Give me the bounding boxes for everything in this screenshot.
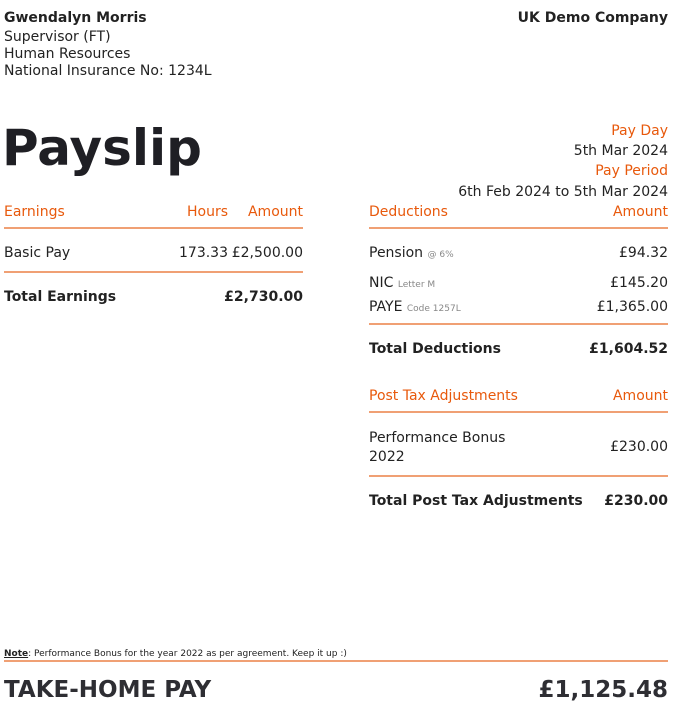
pay-period-label: Pay Period <box>595 163 668 179</box>
deductions-amount-header: Amount <box>612 204 668 220</box>
note-text: : Performance Bonus for the year 2022 as per agreement. Keep it up :) <box>28 649 347 659</box>
total-earnings-value: £2,730.00 <box>224 289 303 305</box>
deduction-row-label <box>369 275 435 291</box>
earnings-header: Earnings <box>4 204 65 220</box>
company-name: UK Demo Company <box>517 10 668 26</box>
earnings-header-rule <box>4 227 303 229</box>
deduction-note: Letter M <box>397 280 436 290</box>
total-post-tax-value: £230.00 <box>604 493 668 509</box>
deduction-row-amount: £145.20 <box>610 275 668 291</box>
deduction-name: Pension <box>369 245 424 261</box>
employee-position: Supervisor (FT) <box>4 29 111 45</box>
earnings-amount-header: Amount <box>247 204 303 220</box>
deductions-header-rule <box>369 227 668 229</box>
employee-department: Human Resources <box>4 46 131 62</box>
earnings-total-rule <box>4 271 303 273</box>
deduction-name: PAYE <box>369 299 403 315</box>
total-deductions-label: Total Deductions <box>369 341 501 357</box>
total-earnings-label: Total Earnings <box>4 289 117 305</box>
post-tax-row-amount: £230.00 <box>610 439 668 455</box>
employee-ni-number: National Insurance No: 1234L <box>4 63 212 79</box>
post-tax-header: Post Tax Adjustments <box>369 388 518 404</box>
post-tax-header-rule <box>369 411 668 413</box>
deductions-total-rule <box>369 323 668 325</box>
post-tax-amount-header: Amount <box>612 388 668 404</box>
earnings-hours-header: Hours <box>186 204 228 220</box>
pay-period-value: 6th Feb 2024 to 5th Mar 2024 <box>458 184 668 200</box>
deductions-header: Deductions <box>369 204 448 220</box>
pay-day-label: Pay Day <box>611 123 668 139</box>
deduction-row-label <box>369 245 454 261</box>
page-title: Payslip <box>2 119 202 177</box>
deduction-note: @ 6% <box>427 250 454 260</box>
deduction-row-amount: £94.32 <box>619 245 668 261</box>
employee-name: Gwendalyn Morris <box>4 10 147 26</box>
take-home-rule <box>4 660 668 662</box>
earnings-row-amount: £2,500.00 <box>231 245 303 261</box>
take-home-label: TAKE-HOME PAY <box>4 677 212 703</box>
deduction-note: Code 1257L <box>406 304 461 314</box>
earnings-row-label: Basic Pay <box>4 245 71 261</box>
total-deductions-value: £1,604.52 <box>589 341 668 357</box>
note <box>4 649 347 659</box>
deduction-row-label <box>369 299 461 315</box>
deduction-name: NIC <box>369 275 394 291</box>
note-label: Note <box>4 649 29 659</box>
pay-day-value: 5th Mar 2024 <box>573 143 668 159</box>
take-home-amount: £1,125.48 <box>538 677 668 703</box>
earnings-row-hours: 173.33 <box>179 245 228 261</box>
total-post-tax-label: Total Post Tax Adjustments <box>369 493 583 509</box>
post-tax-total-rule <box>369 475 668 477</box>
post-tax-row-label: Performance Bonus 2022 <box>369 430 506 465</box>
deduction-row-amount: £1,365.00 <box>596 299 668 315</box>
